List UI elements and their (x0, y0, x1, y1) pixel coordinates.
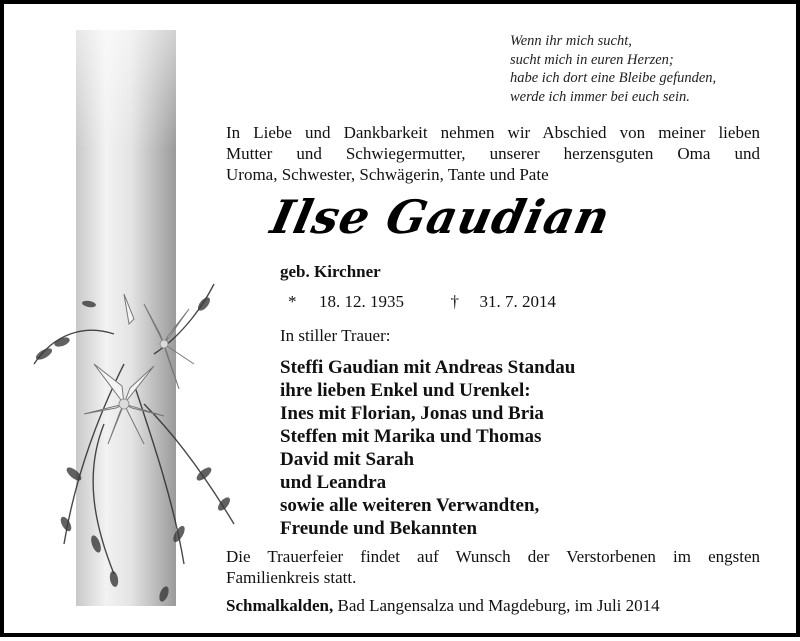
poem-line: werde ich immer bei euch sein. (510, 88, 690, 105)
life-dates (288, 292, 556, 312)
intro-line: In Liebe und Dankbarkeit nehmen wir Abschied von meiner lieben (226, 123, 760, 142)
mourner-line: Freunde und Bekannten (280, 518, 478, 539)
mourner-line: sowie alle weiteren Verwandten, (280, 495, 540, 516)
birth-symbol: * (288, 292, 297, 311)
poem-line: habe ich dort eine Bleibe gefunden, (510, 70, 717, 86)
funeral-line: Die Trauerfeier findet auf Wunsch der Verstorbenen im engsten (226, 547, 760, 566)
birth-date: 18. 12. 1935 (319, 292, 404, 311)
intro-line: Uroma, Schwester, Schwägerin, Tante und Pate (226, 165, 549, 184)
mourner-line: und Leandra (280, 472, 387, 493)
funeral-line: Familienkreis statt. (226, 568, 357, 587)
place-primary: Schmalkalden, (226, 596, 334, 615)
intro-line: Mutter und Schwiegermutter, unserer herzensguten Oma und (226, 144, 760, 163)
deceased-name: Ilse Gaudian (266, 190, 616, 244)
place-rest: Bad Langensalza und Magdeburg, im Juli 2014 (333, 596, 660, 615)
mourner-line: Ines mit Florian, Jonas und Bria (280, 403, 544, 424)
mourner-line: David mit Sarah (280, 449, 415, 470)
place-and-date (226, 596, 660, 616)
maiden-name: geb. Kirchner (280, 262, 381, 281)
mourner-line: Steffi Gaudian mit Andreas Standau (280, 357, 576, 378)
poem-line: sucht mich in euren Herzen; (510, 51, 674, 68)
mourner-line: ihre lieben Enkel und Urenkel: (280, 380, 531, 401)
mourners-list (280, 356, 575, 540)
mourning-label: In stiller Trauer: (280, 326, 391, 345)
funeral-note (226, 546, 760, 588)
death-date: 31. 7. 2014 (479, 292, 556, 311)
death-symbol: † (450, 292, 459, 311)
poem-line: Wenn ihr mich sucht, (510, 33, 632, 49)
mourner-line: Steffen mit Marika und Thomas (280, 426, 542, 447)
intro-text (226, 122, 760, 185)
poem (510, 32, 780, 106)
